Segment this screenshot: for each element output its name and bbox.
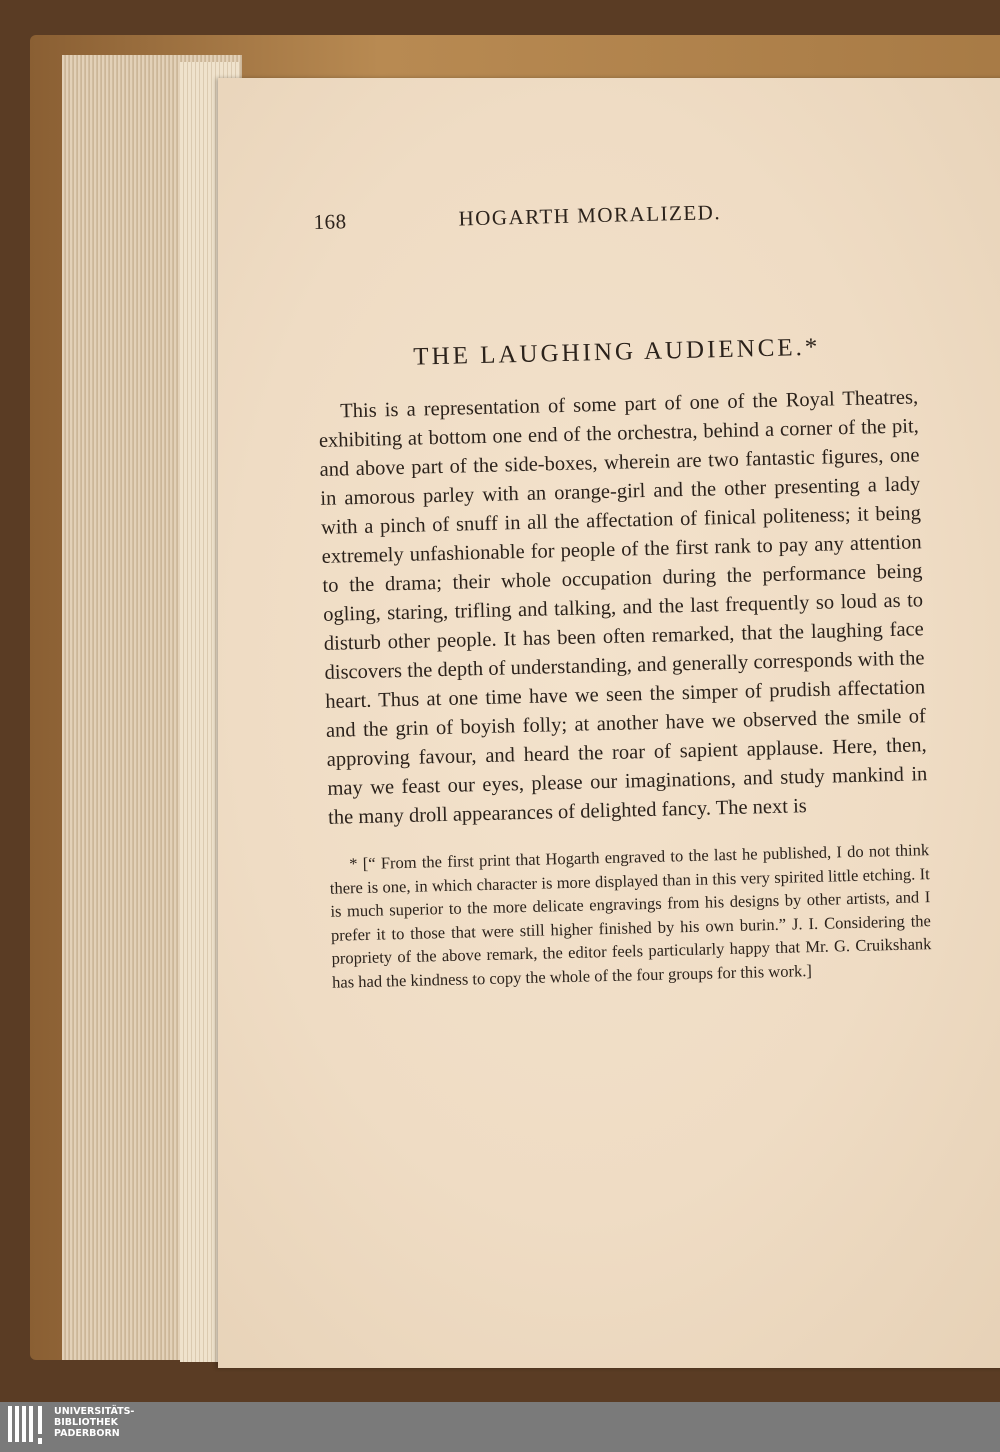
footnote: * [“ From the first print that Hogarth engraved to the last he published, I do not think there is one, in which character is more displayed than in this very spirited little etching. It is much superior to the more delicate engravings from his designs by other artists, and I prefer it to those that were still higher finished by his own burin.” J. I. Considering the propriety of the above remark, the editor feels particularly happy that Mr. G. Cruikshank has had the kindness to copy the whole of the four groups for this work.] [329,840,932,992]
page-number: 168 [313,209,347,234]
page-content [313,183,932,993]
logo-line-1: UNIVERSITÄTS- [54,1406,135,1417]
logo-line-2: BIBLIOTHEK [54,1417,118,1428]
book-page [218,78,1000,1368]
running-title: HOGARTH MORALIZED. [458,200,722,231]
library-logo-text [54,1406,134,1439]
body-paragraph: This is a representation of some part of one of the Royal Theatres, exhibiting at bottom one end of the orchestra, behind a corner of the pit, and above part of the side-boxes, wherein are two fantastic figures, one in amorous parley with an orange-girl and the other presenting a lady with a pinch of snuff in all the affectation of finical politeness; it being extremely unfashionable for people of the first rank to pay any attention to the drama; their whole occupation during the performance being ogling, staring, trifling and talking, and the last frequently so loud as to disturb other people. It has been often remarked, that the laughing face discovers the depth of understanding, and generally corresponds with the heart. Thus at one time have we seen the simper of prudish affectation and the grin of boyish folly; at another have we observed the smile of approving favour, and heard the roar of sapient applause. Here, then, may we feast our eyes, please our imaginations, and study mankind in the many droll appearances of delighted fancy. The next is [318,386,928,829]
library-footer-bar [0,1402,1000,1452]
running-head [313,183,914,238]
logo-line-3: PADERBORN [54,1428,120,1439]
chapter-title: THE LAUGHING AUDIENCE.* [413,333,821,371]
library-logo-icon [8,1406,46,1448]
